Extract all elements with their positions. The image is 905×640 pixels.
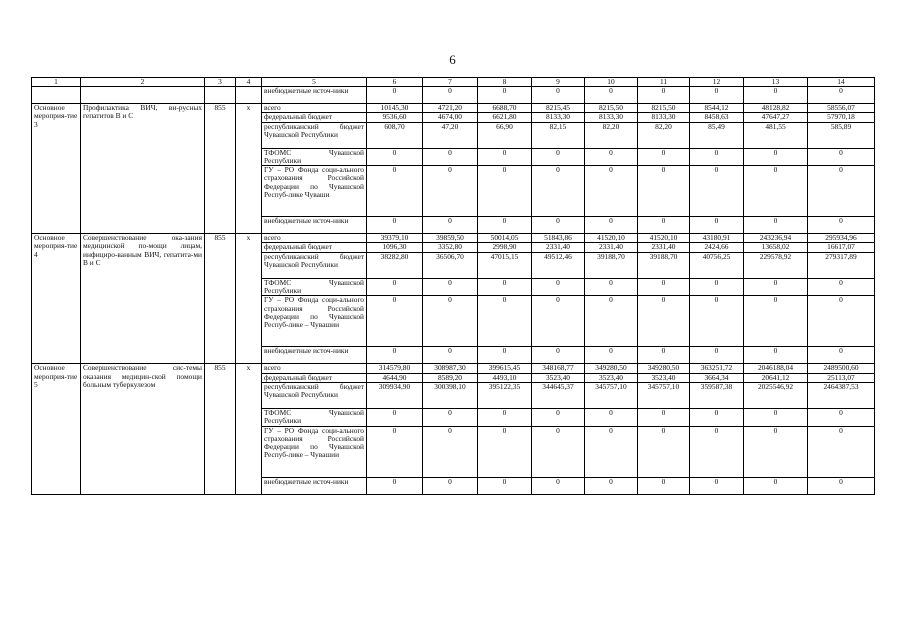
value-cell: 0 [744, 408, 808, 426]
value-cell: 0 [478, 148, 532, 166]
value-cell: 0 [638, 217, 690, 234]
value-cell: 0 [638, 296, 690, 347]
header-cell: 14 [808, 78, 875, 87]
value-cell: 314579,80 [367, 364, 423, 373]
value-cell: 0 [478, 166, 532, 217]
source-label: внебюджетные источ-ники [262, 347, 367, 364]
header-cell: 1 [32, 78, 81, 87]
value-cell: 0 [808, 217, 875, 234]
value-cell: 243236,94 [744, 234, 808, 243]
value-cell: 10145,30 [367, 104, 423, 113]
value-cell: 0 [367, 426, 423, 477]
value-cell: 348168,77 [532, 364, 585, 373]
value-cell: 0 [367, 408, 423, 426]
value-cell: 0 [478, 426, 532, 477]
value-cell: 36506,70 [423, 252, 478, 278]
value-cell: 0 [367, 477, 423, 494]
value-cell: 3664,34 [690, 373, 744, 382]
table-row [32, 104, 875, 113]
header-cell: 12 [690, 78, 744, 87]
value-cell: 0 [478, 296, 532, 347]
value-cell: 295934,96 [808, 234, 875, 243]
value-cell: 345757,10 [638, 382, 690, 408]
header-cell: 11 [638, 78, 690, 87]
activity-name: Профилактика ВИЧ, ви-русных гепатитов В и С [81, 104, 205, 234]
value-cell: 4644,90 [367, 373, 423, 382]
value-cell: 2424,66 [690, 243, 744, 252]
table-row [32, 234, 875, 243]
value-cell: 229578,92 [744, 252, 808, 278]
header-cell: 10 [585, 78, 638, 87]
value-cell: 0 [532, 217, 585, 234]
value-cell: 0 [585, 166, 638, 217]
activity-name: Совершенствование сис-темы оказания медицин-ской помощи больным туберкулезом [81, 364, 205, 494]
value-cell: 349280,50 [585, 364, 638, 373]
value-cell: 0 [808, 166, 875, 217]
activity-code: Основное мероприя-тие 4 [32, 234, 81, 364]
value-cell: 0 [532, 296, 585, 347]
value-cell: 300398,10 [423, 382, 478, 408]
value-cell: 2046188,04 [744, 364, 808, 373]
value-cell: 0 [585, 217, 638, 234]
value-cell: 47,20 [423, 122, 478, 148]
value-cell: 40756,25 [690, 252, 744, 278]
header-cell: 6 [367, 78, 423, 87]
value-cell: 0 [638, 148, 690, 166]
value-cell: 47647,27 [744, 113, 808, 122]
header-cell: 5 [262, 78, 367, 87]
value-cell: 308987,30 [423, 364, 478, 373]
activity-name: Совершенствование ока-зания медицинской по-мощи лицам, инфициро-ванным ВИЧ, гепатита-ми В и С [81, 234, 205, 364]
value-cell: 38282,80 [367, 252, 423, 278]
value-cell: 585,89 [808, 122, 875, 148]
value-cell: 0 [367, 148, 423, 166]
value-cell: 2025546,92 [744, 382, 808, 408]
value-cell: 3352,80 [423, 243, 478, 252]
value-cell: 0 [532, 477, 585, 494]
value-cell: 43180,91 [690, 234, 744, 243]
header-cell: 13 [744, 78, 808, 87]
value-cell: 82,15 [532, 122, 585, 148]
value-cell: 4493,10 [478, 373, 532, 382]
value-cell: 0 [367, 296, 423, 347]
value-cell: 13658,02 [744, 243, 808, 252]
section-code: х [236, 104, 262, 234]
value-cell: 0 [478, 217, 532, 234]
source-label: внебюджетные источ-ники [262, 87, 367, 104]
value-cell: 0 [478, 347, 532, 364]
value-cell: 0 [423, 148, 478, 166]
value-cell: 2331,40 [532, 243, 585, 252]
value-cell: 0 [638, 408, 690, 426]
value-cell: 0 [423, 347, 478, 364]
value-cell: 82,20 [585, 122, 638, 148]
value-cell: 0 [744, 278, 808, 296]
value-cell: 0 [423, 166, 478, 217]
value-cell: 4721,20 [423, 104, 478, 113]
value-cell: 6621,80 [478, 113, 532, 122]
value-cell: 0 [690, 296, 744, 347]
value-cell: 0 [638, 87, 690, 104]
value-cell: 39188,70 [585, 252, 638, 278]
value-cell: 51843,86 [532, 234, 585, 243]
table-row [32, 87, 875, 104]
value-cell: 48128,82 [744, 104, 808, 113]
value-cell: 82,20 [638, 122, 690, 148]
value-cell: 0 [423, 278, 478, 296]
value-cell: 344645,37 [532, 382, 585, 408]
grbs-code: 855 [205, 234, 236, 364]
header-cell: 9 [532, 78, 585, 87]
value-cell: 39379,10 [367, 234, 423, 243]
activity-code: Основное мероприя-тие 3 [32, 104, 81, 234]
value-cell: 0 [808, 408, 875, 426]
source-label: федеральный бюджет [262, 243, 367, 252]
value-cell: 0 [690, 166, 744, 217]
source-label: всего [262, 234, 367, 243]
value-cell: 0 [585, 477, 638, 494]
value-cell: 20641,12 [744, 373, 808, 382]
value-cell: 0 [690, 347, 744, 364]
header-cell: 2 [81, 78, 205, 87]
source-label: ГУ – РО Фонда соци-ального страхования Российской Федерации по Чувашской Респуб-лике – Чувашии [262, 426, 367, 477]
value-cell: 39859,50 [423, 234, 478, 243]
value-cell: 0 [808, 87, 875, 104]
grbs-code: 855 [205, 104, 236, 234]
value-cell: 0 [367, 166, 423, 217]
header-cell: 3 [205, 78, 236, 87]
value-cell: 0 [690, 148, 744, 166]
table-row [32, 364, 875, 373]
value-cell: 0 [638, 426, 690, 477]
value-cell: 0 [690, 477, 744, 494]
empty-cell [205, 87, 236, 104]
section-code: х [236, 364, 262, 494]
value-cell: 57970,18 [808, 113, 875, 122]
value-cell: 0 [744, 477, 808, 494]
value-cell: 0 [532, 148, 585, 166]
value-cell: 8589,20 [423, 373, 478, 382]
value-cell: 66,90 [478, 122, 532, 148]
value-cell: 0 [585, 426, 638, 477]
value-cell: 9536,60 [367, 113, 423, 122]
value-cell: 41520,10 [585, 234, 638, 243]
value-cell: 0 [808, 347, 875, 364]
value-cell: 2464387,53 [808, 382, 875, 408]
value-cell: 8215,50 [638, 104, 690, 113]
value-cell: 0 [478, 477, 532, 494]
source-label: всего [262, 104, 367, 113]
value-cell: 0 [690, 408, 744, 426]
source-label: федеральный бюджет [262, 373, 367, 382]
source-label: федеральный бюджет [262, 113, 367, 122]
value-cell: 4674,00 [423, 113, 478, 122]
value-cell: 1096,30 [367, 243, 423, 252]
value-cell: 0 [744, 347, 808, 364]
section-code: х [236, 234, 262, 364]
value-cell: 0 [690, 217, 744, 234]
source-label: ТФОМС Чувашской Республики [262, 408, 367, 426]
empty-cell [32, 87, 81, 104]
value-cell: 0 [367, 87, 423, 104]
value-cell: 345757,10 [585, 382, 638, 408]
value-cell: 395122,35 [478, 382, 532, 408]
value-cell: 0 [808, 148, 875, 166]
value-cell: 0 [478, 87, 532, 104]
value-cell: 3523,40 [585, 373, 638, 382]
value-cell: 0 [638, 278, 690, 296]
value-cell: 3523,40 [532, 373, 585, 382]
value-cell: 0 [744, 426, 808, 477]
value-cell: 0 [423, 426, 478, 477]
value-cell: 3523,40 [638, 373, 690, 382]
value-cell: 0 [585, 148, 638, 166]
value-cell: 0 [808, 278, 875, 296]
value-cell: 0 [532, 166, 585, 217]
empty-cell [81, 87, 205, 104]
value-cell: 58556,07 [808, 104, 875, 113]
value-cell: 8133,30 [585, 113, 638, 122]
source-label: внебюджетные источ-ники [262, 477, 367, 494]
value-cell: 363251,72 [690, 364, 744, 373]
value-cell: 8458,63 [690, 113, 744, 122]
value-cell: 50014,05 [478, 234, 532, 243]
source-label: ТФОМС Чувашской Республики [262, 148, 367, 166]
value-cell: 8544,12 [690, 104, 744, 113]
value-cell: 8133,30 [532, 113, 585, 122]
value-cell: 0 [478, 278, 532, 296]
value-cell: 608,70 [367, 122, 423, 148]
value-cell: 359587,38 [690, 382, 744, 408]
value-cell: 0 [690, 87, 744, 104]
source-label: ГУ – РО Фонда соци-ального страхования Российской Федерации по Чувашской Респуб-лике Чуваши [262, 166, 367, 217]
value-cell: 0 [744, 296, 808, 347]
value-cell: 349280,50 [638, 364, 690, 373]
value-cell: 481,55 [744, 122, 808, 148]
value-cell: 0 [367, 347, 423, 364]
budget-table [31, 77, 875, 495]
value-cell: 0 [638, 347, 690, 364]
value-cell: 0 [585, 87, 638, 104]
value-cell: 25113,07 [808, 373, 875, 382]
value-cell: 0 [478, 408, 532, 426]
value-cell: 0 [367, 278, 423, 296]
value-cell: 0 [585, 347, 638, 364]
value-cell: 0 [423, 477, 478, 494]
value-cell: 0 [423, 87, 478, 104]
value-cell: 0 [423, 408, 478, 426]
value-cell: 0 [744, 217, 808, 234]
table-body [32, 78, 875, 495]
value-cell: 0 [690, 278, 744, 296]
source-label: республиканский бюджет Чувашской Республики [262, 252, 367, 278]
value-cell: 309934,90 [367, 382, 423, 408]
value-cell: 85,49 [690, 122, 744, 148]
value-cell: 0 [532, 347, 585, 364]
value-cell: 0 [744, 148, 808, 166]
grbs-code: 855 [205, 364, 236, 494]
value-cell: 0 [532, 87, 585, 104]
value-cell: 0 [808, 477, 875, 494]
value-cell: 0 [744, 87, 808, 104]
source-label: всего [262, 364, 367, 373]
value-cell: 0 [532, 408, 585, 426]
value-cell: 8215,45 [532, 104, 585, 113]
source-label: республиканский бюджет Чувашской Республики [262, 382, 367, 408]
source-label: республиканский бюджет Чувашской Республики [262, 122, 367, 148]
value-cell: 0 [808, 296, 875, 347]
source-label: ТФОМС Чувашской Республики [262, 278, 367, 296]
value-cell: 2998,90 [478, 243, 532, 252]
value-cell: 0 [585, 278, 638, 296]
value-cell: 0 [423, 296, 478, 347]
page-number: 6 [449, 52, 456, 67]
empty-cell [236, 87, 262, 104]
value-cell: 0 [532, 278, 585, 296]
value-cell: 0 [585, 408, 638, 426]
value-cell: 0 [638, 477, 690, 494]
value-cell: 399615,45 [478, 364, 532, 373]
value-cell: 16617,07 [808, 243, 875, 252]
value-cell: 0 [585, 296, 638, 347]
source-label: ГУ – РО Фонда соци-ального страхования Российской Федерации по Чувашской Респуб-лике – Чувашии [262, 296, 367, 347]
value-cell: 49512,46 [532, 252, 585, 278]
value-cell: 2331,40 [585, 243, 638, 252]
source-label: внебюджетные источ-ники [262, 217, 367, 234]
value-cell: 0 [690, 426, 744, 477]
activity-code: Основное мероприя-тие 5 [32, 364, 81, 494]
header-row [32, 78, 875, 87]
value-cell: 0 [744, 166, 808, 217]
value-cell: 39188,70 [638, 252, 690, 278]
value-cell: 2331,40 [638, 243, 690, 252]
value-cell: 0 [638, 166, 690, 217]
value-cell: 8133,30 [638, 113, 690, 122]
header-cell: 8 [478, 78, 532, 87]
value-cell: 8215,50 [585, 104, 638, 113]
value-cell: 6688,70 [478, 104, 532, 113]
value-cell: 47015,15 [478, 252, 532, 278]
value-cell: 0 [532, 426, 585, 477]
value-cell: 0 [423, 217, 478, 234]
header-cell: 7 [423, 78, 478, 87]
header-cell: 4 [236, 78, 262, 87]
value-cell: 279317,89 [808, 252, 875, 278]
value-cell: 0 [808, 426, 875, 477]
value-cell: 0 [367, 217, 423, 234]
value-cell: 2489500,60 [808, 364, 875, 373]
value-cell: 41520,10 [638, 234, 690, 243]
